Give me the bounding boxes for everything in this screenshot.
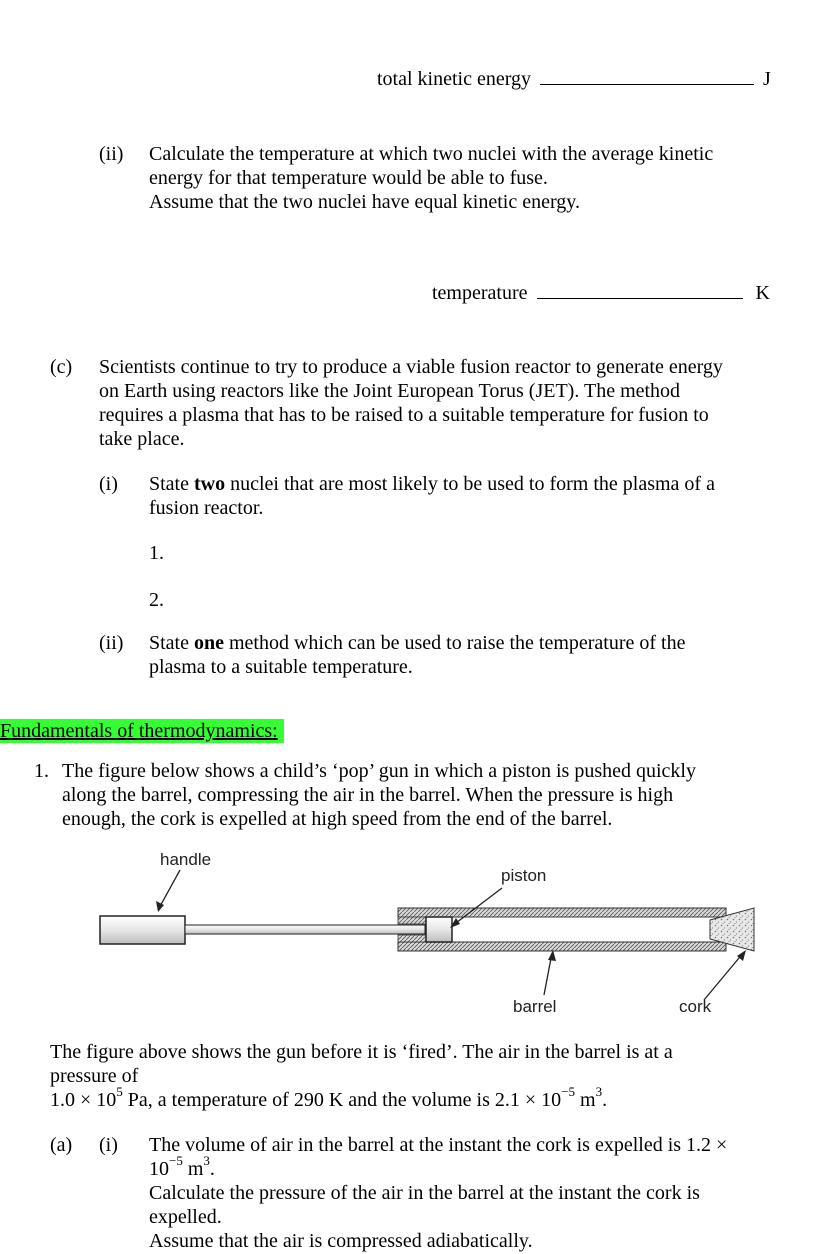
question-number: (i): [99, 473, 118, 495]
question-text-line: expelled.: [149, 1206, 222, 1228]
superscript: −5: [561, 1084, 576, 1100]
question-text-line: [149, 472, 715, 496]
question-number: (i): [99, 1134, 118, 1156]
answer-line[interactable]: [540, 66, 754, 85]
text-run: 1.0 × 10: [50, 1089, 117, 1111]
answer-unit: J: [763, 68, 771, 90]
barrel-top-wall: [398, 908, 726, 917]
text-run: State: [149, 473, 194, 495]
question-text-line: plasma to a suitable temperature.: [149, 656, 413, 678]
bold-word: two: [194, 473, 226, 495]
section-heading: Fundamentals of thermodynamics:: [0, 719, 284, 743]
answer-label: total kinetic energy: [377, 68, 532, 90]
answer-line[interactable]: [537, 280, 743, 299]
question-text-line: fusion reactor.: [149, 497, 264, 519]
question-text-line: Calculate the pressure of the air in the barrel at the instant the cork is: [149, 1182, 700, 1204]
superscript: −5: [169, 1153, 183, 1169]
bold-word: one: [194, 632, 224, 654]
question-text-line: on Earth using reactors like the Joint European Torus (JET). The method: [99, 380, 681, 402]
text-run: .: [209, 1158, 215, 1180]
handle-label: handle: [160, 850, 212, 869]
question-text-line: [149, 1153, 215, 1181]
superscript: 5: [116, 1084, 123, 1100]
question-text-line: The volume of air in the barrel at the instant the cork is expelled is 1.2 ×: [149, 1134, 728, 1156]
text-run: Pa, a temperature of 290 K and the volume is 2.1 × 10: [122, 1089, 562, 1111]
handle-shape: [100, 916, 185, 944]
question-text-line: Scientists continue to try to produce a viable fusion reactor to generate energy: [99, 356, 723, 378]
barrel-bottom-wall: [398, 942, 726, 951]
question-text-line: requires a plasma that has to be raised to a suitable temperature for fusion to: [99, 404, 709, 426]
answer-item-1: 1.: [149, 542, 164, 564]
description-line: The figure above shows the gun before it is ‘fired’. The air in the barrel is at a: [50, 1041, 673, 1063]
description-line: pressure of: [50, 1065, 139, 1087]
question-number: 1.: [34, 760, 49, 782]
text-run: nuclei that are most likely to be used to form the plasma of a: [225, 473, 715, 495]
text-run: method which can be used to raise the temperature of the: [224, 632, 686, 654]
answer-temperature: [432, 280, 770, 305]
text-run: m: [575, 1089, 596, 1111]
text-run: m: [182, 1158, 204, 1180]
piston-shape: [426, 917, 452, 942]
question-text-line: along the barrel, compressing the air in the barrel. When the pressure is high: [62, 784, 674, 806]
question-number: (ii): [99, 632, 124, 654]
piston-rod: [185, 925, 425, 934]
cork-label: cork: [679, 997, 712, 1016]
description-line: [50, 1084, 608, 1112]
question-text-line: Assume that the air is compressed adiabatically.: [149, 1230, 533, 1252]
question-number: (a): [50, 1134, 73, 1156]
question-text-line: enough, the cork is expelled at high speed from the end of the barrel.: [62, 808, 613, 830]
answer-item-2: 2.: [149, 589, 164, 611]
superscript: 3: [203, 1153, 210, 1169]
piston-label: piston: [501, 866, 547, 885]
answer-total-kinetic-energy: [377, 66, 771, 91]
pop-gun-figure: [90, 840, 770, 1025]
text-run: State: [149, 632, 194, 654]
superscript: 3: [595, 1084, 603, 1100]
question-number: (c): [50, 356, 73, 378]
question-text-line: Calculate the temperature at which two nuclei with the average kinetic: [149, 143, 714, 165]
answer-label: temperature: [432, 282, 528, 304]
question-number: (ii): [99, 143, 124, 165]
question-text-line: energy for that temperature would be able to fuse.: [149, 167, 548, 189]
question-text-line: take place.: [99, 428, 185, 450]
question-text-line: Assume that the two nuclei have equal kinetic energy.: [149, 191, 580, 213]
answer-unit: K: [755, 282, 770, 304]
question-text-line: The figure below shows a child’s ‘pop’ gun in which a piston is pushed quickly: [62, 760, 696, 782]
text-run: 10: [149, 1158, 169, 1180]
barrel-label: barrel: [513, 997, 557, 1016]
text-run: .: [602, 1089, 608, 1111]
question-text-line: [149, 631, 686, 655]
